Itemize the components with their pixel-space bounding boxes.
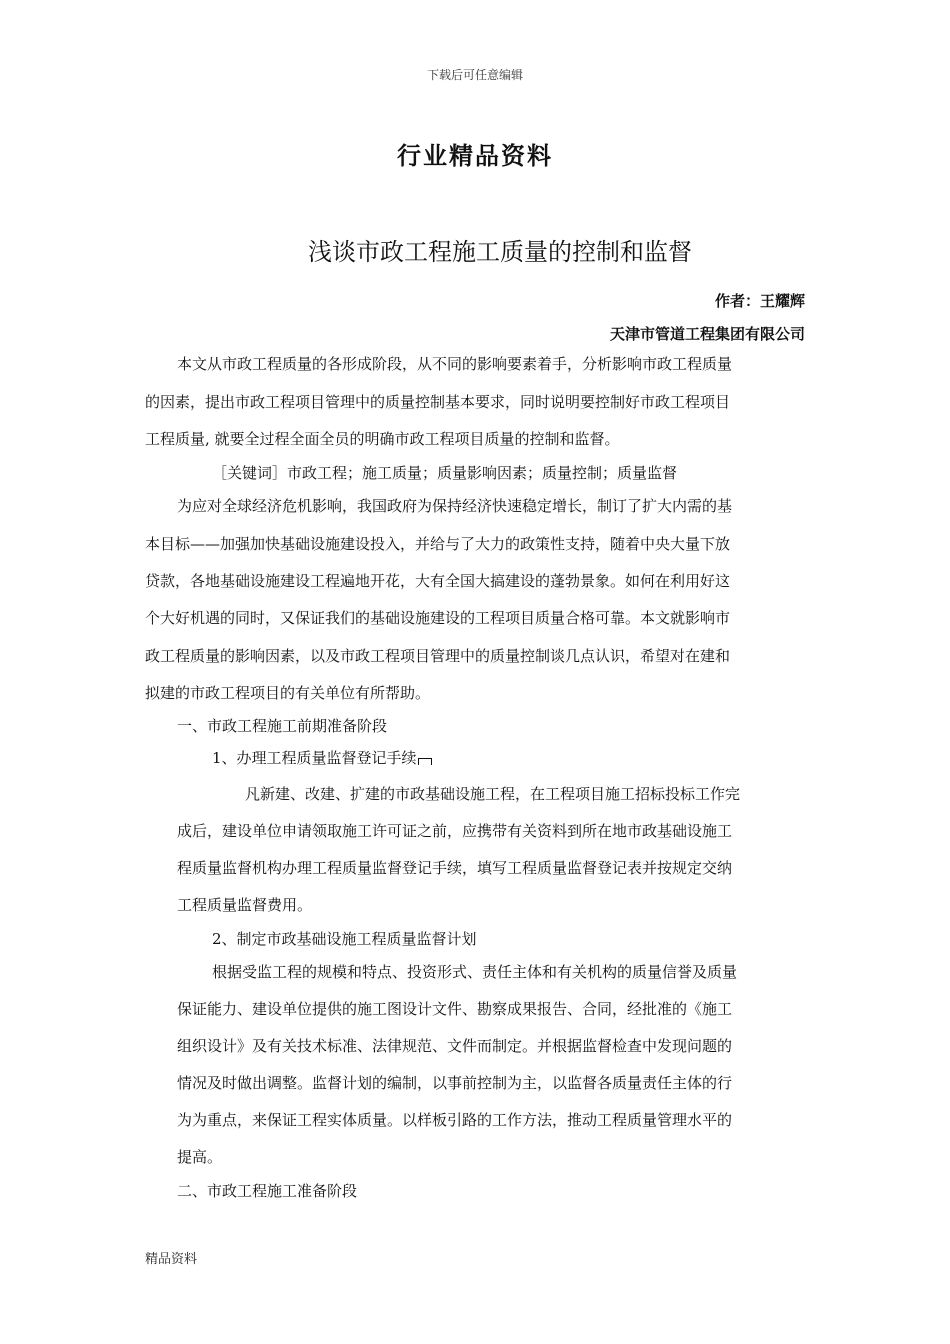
- abstract-line: 的因素，提出市政工程项目管理中的质量控制基本要求，同时说明要控制好市政工程项目: [145, 393, 731, 411]
- subsection-heading: 2、制定市政基础设施工程质量监督计划: [212, 930, 477, 948]
- edit-mark-icon: [418, 758, 432, 765]
- body-line: 为为重点，来保证工程实体质量。以样板引路的工作方法，推动工程质量管理水平的: [177, 1111, 733, 1129]
- subsection-heading: [212, 748, 432, 768]
- body-line: 组织设计》及有关技术标准、法律规范、文件而制定。并根据监督检查中发现问题的: [177, 1037, 733, 1055]
- intro-line: 贷款，各地基础设施建设工程遍地开花，大有全国大搞建设的蓬勃景象。如何在利用好这: [145, 572, 731, 590]
- organization-line: 天津市管道工程集团有限公司: [609, 325, 805, 343]
- body-line: 根据受监工程的规模和特点、投资形式、责任主体和有关机构的质量信誉及质量: [212, 963, 738, 981]
- body-line: 程质量监督机构办理工程质量监督登记手续，填写工程质量监督登记表并按规定交纳: [177, 859, 733, 877]
- page-header: 下载后可任意编辑: [426, 68, 523, 82]
- abstract-line: 工程质量, 就要全过程全面全员的明确市政工程项目质量的控制和监督。: [145, 430, 620, 448]
- document-label: 行业精品资料: [397, 142, 553, 170]
- section-heading: 一、市政工程施工前期准备阶段: [177, 717, 388, 735]
- intro-line: 拟建的市政工程项目的有关单位有所帮助。: [145, 684, 431, 702]
- section-heading: 二、市政工程施工准备阶段: [177, 1182, 358, 1200]
- body-line: 凡新建、改建、扩建的市政基础设施工程，在工程项目施工招标投标工作完: [245, 785, 741, 803]
- body-line: 成后，建设单位申请领取施工许可证之前，应携带有关资料到所在地市政基础设施工: [177, 822, 733, 840]
- intro-line: 个大好机遇的同时，又保证我们的基础设施建设的工程项目质量合格可靠。本文就影响市: [145, 609, 731, 627]
- body-line: 保证能力、建设单位提供的施工图设计文件、勘察成果报告、合同，经批准的《施工: [177, 1000, 733, 1018]
- document-title: 浅谈市政工程施工质量的控制和监督: [308, 238, 692, 266]
- body-line: 提高。: [177, 1148, 223, 1166]
- subsection-heading-text: 1、办理工程质量监督登记手续: [212, 749, 417, 767]
- body-line: 工程质量监督费用。: [177, 896, 313, 914]
- intro-line: 本目标——加强加快基础设施建设投入，并给与了大力的政策性支持，随着中央大量下放: [145, 535, 731, 553]
- intro-line: 为应对全球经济危机影响，我国政府为保持经济快速稳定增长，制订了扩大内需的基: [177, 497, 733, 515]
- intro-line: 政工程质量的影响因素，以及市政工程项目管理中的质量控制谈几点认识，希望对在建和: [145, 647, 731, 665]
- page-footer: 精品资料: [145, 1252, 198, 1267]
- keywords-line: ［关键词］市政工程；施工质量；质量影响因素；质量控制；质量监督: [212, 464, 678, 482]
- body-line: 情况及时做出调整。监督计划的编制，以事前控制为主，以监督各质量责任主体的行: [177, 1074, 733, 1092]
- abstract-line: 本文从市政工程质量的各形成阶段，从不同的影响要素着手，分析影响市政工程质量: [177, 355, 733, 373]
- author-line: 作者：王耀辉: [714, 292, 805, 310]
